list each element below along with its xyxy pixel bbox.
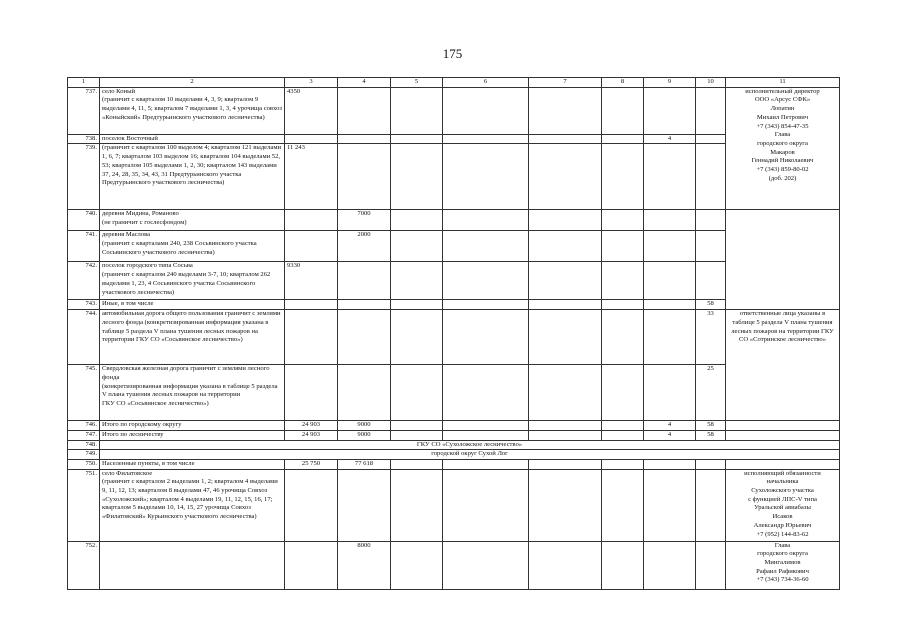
row-description: автомобильная дорога общего пользования граничит с землями лесного фонда (конкретизированная информация указана в таблице 5 раздела V плана тушения лесных пожаров на территории ГКУ СО «Сосьвинское лесничество») xyxy=(100,310,285,365)
header-cell: 5 xyxy=(391,78,443,88)
cell-col10: 33 xyxy=(696,310,726,365)
cell-col4: 7000 xyxy=(338,210,391,231)
table-row xyxy=(68,87,840,134)
header-cell: 6 xyxy=(443,78,529,88)
cell-col4: 2000 xyxy=(338,231,391,262)
cell-col4: 9000 xyxy=(338,421,391,431)
header-cell: 3 xyxy=(285,78,338,88)
cell-col3: 24 903 xyxy=(285,430,338,440)
row-number: 750. xyxy=(68,459,100,469)
row-description: деревня Мидина, Романово (не граничит с гослесфондом) xyxy=(100,210,285,231)
row-number: 740. xyxy=(68,210,100,231)
row-description: Населенные пункты, в том числе xyxy=(100,459,285,469)
row-description: Итого по лесничеству xyxy=(100,430,285,440)
header-cell: 4 xyxy=(338,78,391,88)
table-row xyxy=(68,421,840,431)
row-description: Итого по городскому округу xyxy=(100,421,285,431)
row-description: деревня Маслова (граничит с кварталами 240, 238 Сосьвинского участка Сосьвинского участкового лесничества) xyxy=(100,231,285,262)
row-description: поселок Восточный xyxy=(100,134,285,144)
contact-cell: исполнительный директор ООО «Арсус СФК» Лопатин Михаил Петрович +7 (343) 854-47-35 Глава городского округа Макаров Геннадий Николаевич +7 (343) 859-80-02 (доб. 202) xyxy=(726,87,840,210)
cell-col4: 8000 xyxy=(338,541,391,589)
header-cell: 8 xyxy=(602,78,644,88)
row-description: село Коный (граничит с кварталом 10 выделами 4, 3, 9; кварталом 9 выделами 4, 11, 5; кварталом 7 выделами 1, 3, 4 урочища совхоз «Коныйский» Предтурьинского участкового лесничества) xyxy=(100,87,285,134)
header-cell: 9 xyxy=(644,78,696,88)
row-number: 739. xyxy=(68,144,100,210)
table-row xyxy=(68,440,840,450)
row-number: 744. xyxy=(68,310,100,365)
cell-col3: 9330 xyxy=(285,262,338,300)
row-number: 752. xyxy=(68,541,100,589)
header-cell: 11 xyxy=(726,78,840,88)
cell-col3: 24 903 xyxy=(285,421,338,431)
page-number: 175 xyxy=(442,46,463,61)
header-cell: 2 xyxy=(100,78,285,88)
cell-col9: 4 xyxy=(644,134,696,144)
data-table xyxy=(67,77,840,590)
row-number: 745. xyxy=(68,365,100,421)
table-row xyxy=(68,231,840,262)
cell-col9: 4 xyxy=(644,421,696,431)
table-row xyxy=(68,144,840,210)
table-row xyxy=(68,450,840,460)
table-row xyxy=(68,300,840,310)
row-number: 743. xyxy=(68,300,100,310)
row-description: поселок городского типа Сосьва (граничит с кварталом 240 выделами 3-7, 10; кварталом 262 выделами 1, 23, 4 Сосьвинского участка Сосьвинского участкового лесничества) xyxy=(100,262,285,300)
cell-col4: 77 618 xyxy=(338,459,391,469)
row-description: Иные, в том числе xyxy=(100,300,285,310)
table-row xyxy=(68,262,840,300)
table-row xyxy=(68,459,840,469)
header-cell: 1 xyxy=(68,78,100,88)
header-row xyxy=(68,78,840,88)
row-description: Свердловская железная дорога граничит с землями лесного фонда (конкретизированная информация указана в таблице 5 раздела V плана тушения лесных пожаров на территории ГКУ СО «Сосьвинское лесничество») xyxy=(100,365,285,421)
row-number: 748. xyxy=(68,440,100,450)
row-number: 751. xyxy=(68,469,100,541)
row-number: 746. xyxy=(68,421,100,431)
cell-col4: 9000 xyxy=(338,430,391,440)
contact-cell: ответственные лица указаны в таблице 5 раздела V плана тушения лесных пожаров на территории ГКУ СО «Сотринское лесничество» xyxy=(726,310,840,421)
row-number: 749. xyxy=(68,450,100,460)
header-cell: 10 xyxy=(696,78,726,88)
table-row xyxy=(68,430,840,440)
cell-col10: 58 xyxy=(696,421,726,431)
cell-col10: 58 xyxy=(696,430,726,440)
cell-col3: 4350 xyxy=(285,87,338,134)
row-description: (граничит с кварталом 100 выделом 4; кварталом 121 выделами 1, 6, 7; кварталом 103 выделом 16; кварталом 104 выделами 52, 53; кварталом 105 выделами 1, 2, 30; кварталом 143 выделами 37, 24, 28, 35, 34, 43, 31 Предтурьинского участка Предтурьинского участкового лесничества) xyxy=(100,144,285,210)
section-heading: ГКУ СО «Сухоложское лесничество» xyxy=(100,440,840,450)
row-number: 737. xyxy=(68,87,100,134)
table-row xyxy=(68,365,840,421)
cell-col3: 25 750 xyxy=(285,459,338,469)
table-row xyxy=(68,210,840,231)
row-number: 747. xyxy=(68,430,100,440)
cell-col9: 4 xyxy=(644,430,696,440)
cell-col10: 25 xyxy=(696,365,726,421)
table-row xyxy=(68,310,840,365)
row-number: 738. xyxy=(68,134,100,144)
table-row xyxy=(68,134,840,144)
table-row xyxy=(68,541,840,589)
section-heading: городской округ Сухой Лог xyxy=(100,450,840,460)
table-row xyxy=(68,469,840,541)
row-number: 741. xyxy=(68,231,100,262)
cell-col3: 11 243 xyxy=(285,144,338,210)
header-cell: 7 xyxy=(529,78,602,88)
row-description: село Филатовское (граничит с кварталом 2 выделами 1, 2; кварталом 4 выделами 9, 11, 12, 13; кварталом 8 выделами 47, 46 урочища Совхоз «Сухоложский»; кварталом 4 выделами 19, 11, 12, 15, 16, 17; кварталом 5 выделами 10, 14, 15, 27 урочища Совхоз «Филатовский» Курьинского участкового лесничества) xyxy=(100,469,285,541)
cell-col10: 58 xyxy=(696,300,726,310)
contact-cell: Глава городского округа Мингалимов Рафаил Рафикович +7 (343) 734-36-60 xyxy=(726,541,840,589)
contact-cell: исполняющий обязанности начальника Сухоложского участка с функцией ЛПС-V типа Уральской авиабазы Исаков Александр Юрьевич +7 (952) 144-83-62 xyxy=(726,469,840,541)
row-number: 742. xyxy=(68,262,100,300)
